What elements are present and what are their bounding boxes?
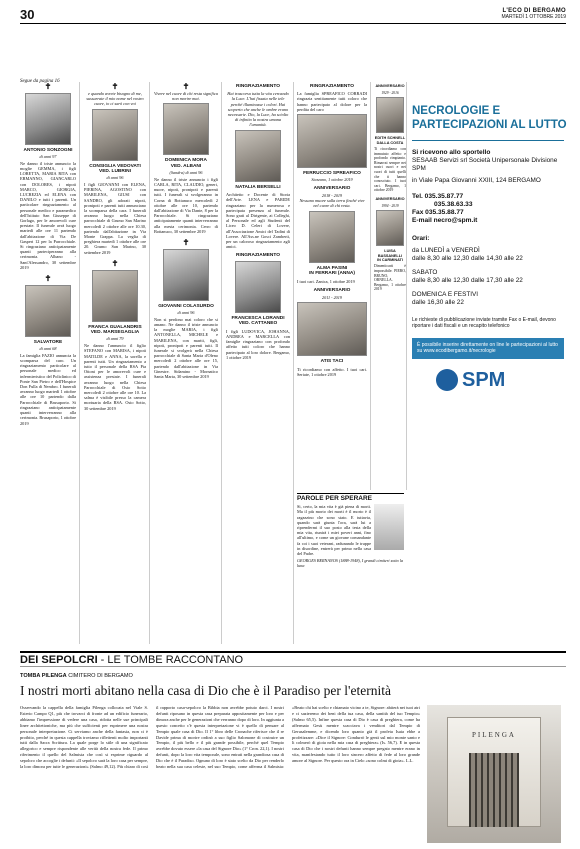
panel-note: Le richieste di pubblicazione inviate tramite Fax o E-mail, devono riportare i dati fiscali e un recapito telefonico xyxy=(412,317,556,330)
obituary xyxy=(20,274,76,426)
obituary-name: ANTONIO SONZOGNI xyxy=(23,148,73,153)
online-notice[interactable]: È possibile inserire direttamente on line le partecipazioni al lutto su www.ecodibergamo.it/necrologie xyxy=(412,338,564,359)
obituary-name: SALVATORE xyxy=(33,340,63,346)
obituary-surname: VED. CATTANEO xyxy=(238,321,278,327)
obituary-text: Ti ricordiamo con immutato affetto e profondo rimpianto. Rimarrai sempre nei nostri cuori e nei cuori di tutti quelli che ti hanno conosciuto. I tuoi cari. Bergamo, 1 ottobre 2019 xyxy=(374,147,406,193)
section-subtitle: LE TOMBE RACCONTANO xyxy=(107,654,244,666)
obituary-age: di anni 96 xyxy=(106,174,124,180)
hours-label: Orari: xyxy=(412,235,430,242)
anniversary-years: 2018 - 2019 xyxy=(321,193,343,199)
obituary-surname: VED. ALBANI xyxy=(170,164,202,169)
parole-title: PAROLE PER SPERARE xyxy=(297,495,373,502)
masthead-date: MARTEDÌ 1 OTTOBRE 2019 xyxy=(501,14,566,20)
anniversary xyxy=(374,84,406,193)
obituary-name: NATALIA BERSELLI xyxy=(235,184,281,190)
tel-label: Tel. xyxy=(412,193,423,200)
portrait-photo xyxy=(163,249,209,301)
section-bar: DEI SEPOLCRI - LE TOMBE RACCONTANO xyxy=(20,651,566,667)
obituary-age: di anni 68 xyxy=(39,345,57,351)
obituary-name: LUISA BASSANELLI xyxy=(377,249,403,258)
cross-icon: ✝ xyxy=(182,82,190,91)
spm-brand xyxy=(436,369,568,392)
obituary-text: Non si perdono mai coloro che si amano. Ne danno il triste annuncio la moglie MARIA, i figli ANTONELLA, MICHELE e MARILENA, con mariti, figli, nipoti, pronipoti e parenti tutti. Il funerale si svolgerà nella Chiesa parrocchiale di Santa Maria d'Oleno mercoledì 2 ottobre alle ore 15, partendo dall'abitazione in Via Ginestre. Sidamino - Mornatico Santa Marta, 30 settembre 2019 xyxy=(154,316,218,380)
obituary-age: di anni 79 xyxy=(106,336,124,342)
obituary-age: di anni 97 xyxy=(39,153,57,159)
panel-address: in Viale Papa Giovanni XXIII, 124 BERGAMO xyxy=(412,177,541,184)
obituary-text: I figli GIOVANNI con ELENA, PIERINA, AGOSTINO con MARILENA, GIUSI con SANDRO, gli adorati nipoti, pronipoti e parenti tutti annunciano la scomparsa della cara. I funerali avranno luogo nella Chiesa parrocchiale di Grumo San Marino mercoledì 2 ottobre alle ore 10.30, partendo dall'abitazione in Via Monte Grappa. La veglia di preghiera martedì 1 ottobre alle ore 20. Grumo San Marino, 30 settembre 2019 xyxy=(84,182,146,255)
hours-times: dalle 16,30 alle 22 xyxy=(412,299,464,306)
portrait-photo xyxy=(309,211,355,263)
obituary-surname: IN CARMINATI xyxy=(377,257,403,262)
obituary-text: Ne danno il triste annuncio la moglie GEMMA, i figli LORETTA, MARIA RITA con ERMANNO, GIANCARLO con DOLORES, i nipoti MARCO, GIORGIA, LUCREZIA ed ELENA con DANILO e tutti i parenti. Un particolare ringraziamento al personale medico e paramedico dell'Istituto San Giuseppe di Gorlago, per le amorevoli cure prestate. Il funerale avrà luogo martedì alle ore 11 partendo dall'abitazione di Via De Gasperi 12 per la Parrocchiale. Si ringraziano anticipatamente quanti parteciperanno alla cerimonia. Albano - Sant'Alessandro, 30 settembre 2019 xyxy=(20,160,76,270)
obituary-name: FRANCA GUALANDRIS xyxy=(88,324,142,330)
obituary-verse: Nessuno muore sulla terra finché vive nel cuore di chi resta. xyxy=(299,198,365,209)
chapel-gate xyxy=(469,753,519,827)
panel-contacts xyxy=(412,193,568,225)
panel-intro xyxy=(412,149,568,157)
obituary-surname: VED. LUBRINI xyxy=(99,169,131,175)
obituary-text: Ne danno l'annuncio il figlio STEFANO con MARISA, i nipoti MATILDE e ANNA, la sorella e parenti tutti. Un ringraziamento a tutto il personale della RSA Pia Ottoni per le amorevoli cure e assistenza prestate. I funerali avranno luogo nella Chiesa Parrocchiale di Osio Sotto mercoledì 2 ottobre alle ore 10. La salma è visibile presso la camera mortuaria della RSA. Osio Sotto, 30 settembre 2019 xyxy=(84,343,146,411)
obituary-name: FRANCESCA LORANDI xyxy=(231,315,285,321)
spm-logo-icon xyxy=(436,369,458,391)
section-heading: RINGRAZIAMENTO xyxy=(310,84,354,89)
obituary xyxy=(154,238,218,379)
page-number: 30 xyxy=(20,7,35,22)
obituary-name: EDITH SCHNELL xyxy=(374,136,406,141)
hours-times: dalle 8,30 alle 12,30 dalle 14,30 alle 22 xyxy=(412,255,523,262)
acknowledgement xyxy=(297,84,367,182)
article-headline: I nostri morti abitano nella casa di Dio che è il Paradiso per l'eternità xyxy=(20,683,391,698)
tomb-photo xyxy=(427,705,561,843)
portrait-photo xyxy=(376,210,404,246)
portrait-photo xyxy=(163,103,209,155)
obituary-column-6b xyxy=(374,82,407,490)
obituary-name: DOMENICA MORA xyxy=(165,158,207,164)
obituary-text: Dimenticarti è impossibile. PIERO, BRUNO, ORNELLA. Bergamo, 1 ottobre 2019 xyxy=(374,264,406,292)
panel-title: NECROLOGIE E PARTECIPAZIONI AL LUTTO xyxy=(412,105,567,131)
chapel-inscription: PILENGA xyxy=(472,731,516,739)
hours-sunday xyxy=(412,291,568,307)
section-heading: ANNIVERSARIO xyxy=(375,84,405,88)
anniversary-years: 1929 - 2016 xyxy=(381,90,399,95)
cross-icon: ✝ xyxy=(44,82,52,91)
fax-label: Fax xyxy=(412,209,424,216)
portrait-photo xyxy=(25,93,71,145)
hours-weekdays xyxy=(412,247,568,263)
anniversary-years: 1994 - 2019 xyxy=(381,203,399,208)
top-rule xyxy=(20,23,566,24)
masthead-title: L'ECO DI BERGAMO xyxy=(502,8,566,14)
obituary xyxy=(20,82,76,270)
portrait-photo xyxy=(297,114,367,168)
parole-per-sperare-box xyxy=(297,493,404,643)
panel-intro-text: Si ricevono allo sportello xyxy=(412,149,491,156)
portrait-photo xyxy=(235,130,281,182)
cross-icon: ✝ xyxy=(111,82,119,91)
article-byline xyxy=(20,673,133,679)
necrologie-info-panel xyxy=(408,82,568,641)
hours-times: dalle 8,30 alle 12,30 dalle 17,30 alle 22 xyxy=(412,277,523,284)
section-heading: ANNIVERSARIO xyxy=(375,196,405,201)
obituary-column-1 xyxy=(20,82,80,644)
hours-days: da LUNEDÌ a VENERDÌ xyxy=(412,247,480,254)
anniversary xyxy=(374,197,406,292)
obituary-surname: DALLA COSTA xyxy=(376,140,404,145)
obituary-name: FERRUCCIO SPREAFICO xyxy=(303,171,361,177)
obituary-surname: VED. MARSEGAGLIA xyxy=(90,330,140,336)
portrait-photo xyxy=(376,97,404,133)
tel-1[interactable]: 035.35.87.77 xyxy=(424,193,464,200)
obituary-text: La famiglia SPREAFICO CORRADI ringrazia sentitamente tutti coloro che hanno partecipato al dolore per la perdita del caro xyxy=(297,91,367,112)
obituary-date: Stezzano, 1 ottobre 2019 xyxy=(311,176,353,182)
obituary-name: ATIS TACI xyxy=(320,359,344,365)
obituary-age: (Sandra) di anni 96 xyxy=(169,169,203,175)
obituary-verse: Hai trascorso tutta la vita cercando la Luce. L'hai fissata nelle tele perché illuminasse i colori. Hai scoperto che anche le ombre erano necessarie. Dio, la Luce, ha sciolto di infinito la nostra umana l'umanità. xyxy=(227,91,289,128)
section-heading: ANNIVERSARIO xyxy=(313,185,351,191)
anniversary-years: 2011 - 2019 xyxy=(322,295,342,301)
section-heading: ANNIVERSARIO xyxy=(313,288,351,294)
portrait-photo xyxy=(92,270,138,322)
obituary-name: ALMA PASINI xyxy=(316,265,348,271)
portrait-photo xyxy=(92,109,138,161)
cross-icon: ✝ xyxy=(182,238,190,248)
obituary xyxy=(84,259,146,411)
obituary-text: I figli LUDOVICA, JOHANNA, ANDREA e MARCELLA con famiglie ringraziano con profondo affetto tutti coloro che hanno partecipato al loro dolore. Bergamo, 1 ottobre 2019 xyxy=(226,328,290,360)
obituary-age: di anni 96 xyxy=(177,309,195,315)
segue-note: Segue da pagina 16 xyxy=(20,79,60,84)
masthead xyxy=(501,8,566,20)
obituary-text: Ne danno il triste annuncio i figli CARLA, RITA, CLAUDIO, generi, nuore, nipoti, pronipoti e parenti tutti. I funerali si svolgeranno in Corna di Bottanuco mercoledì 2 ottobre alle ore 10, partendo dall'abitazione di Via Dante, 8 per la Parrocchiale. Si ringraziano anticipatamente quanti interverranno alla mesta cerimonia. Cerro di Bottanuco, 30 settembre 2019 xyxy=(154,176,218,234)
anniversary xyxy=(297,186,367,284)
portrait-photo xyxy=(235,261,281,313)
parole-author: GEORGES BERNANOS (1888-1948), I grandi cimiteri sotto la luna xyxy=(297,558,404,569)
obituary-verse: Vivere nel cuore di chi resta significa non morire mai. xyxy=(154,91,218,102)
section-title: DEI SEPOLCRI xyxy=(20,654,98,666)
obituary-name: CONSIGLIA VEDOVATI xyxy=(89,163,141,169)
hours-days: DOMENICA E FESTIVI xyxy=(412,291,479,298)
obituary-column-3 xyxy=(154,82,222,644)
cross-icon: ✝ xyxy=(111,258,119,268)
section-heading: RINGRAZIAMENTO xyxy=(236,84,280,89)
fax-number[interactable]: 035.35.88.77 xyxy=(425,209,464,216)
statue-image xyxy=(374,504,404,550)
obituary-name: GIOVANNI COLASURDO xyxy=(158,304,214,310)
anniversary xyxy=(297,288,367,377)
obituary-column-5 xyxy=(297,82,371,490)
tel-2[interactable]: 035.38.63.33 xyxy=(434,201,473,208)
hours-saturday xyxy=(412,269,568,285)
portrait-photo xyxy=(297,302,367,356)
obituary-text: Architetto e Docente di Storia dell'Arte. LENA e PARIDE ringraziano per la numerosa e partecipata presenza al funerale. Sono grati al Dirigente, ai Colleghi, al Personale ed agli Studenti del Liceo D. Celeri di Lovere, all'Associazione Amici del Tadini di Lovere. All'Ass.ne Gosci Zamberti, per un caloroso ringraziamento agli amici. xyxy=(226,192,290,250)
tomb-name: TOMBA PILENGA xyxy=(20,673,67,679)
parole-text: Sì, certo, la mia vita è già piena di morti. Ma il più morto dei morti è il morto è il ragazzino che sono stato. E tuttavia, quando sarà giunta l'ora, sarà lui a riprendermi il suo posto alla testa della mia vita, riunirà i miei poveri anni, fino all'ultimo, e come un giovane comandante fa coi i suoi veterani, radunando le truppe in disordine, entrerà per primo nella casa del Padre. xyxy=(297,504,371,557)
portrait-photo xyxy=(25,285,71,337)
hours-days: SABATO xyxy=(412,269,438,276)
panel-divider xyxy=(412,140,564,141)
obituary-surname: IN FERRARI (ANNA) xyxy=(309,271,355,277)
email-address[interactable]: necro@spm.it xyxy=(433,217,478,224)
obituary-column-4 xyxy=(226,82,294,644)
article-body: Osservando la cappella della famiglia Pilenga collocata nel Viale S. Esterio Campo Q1, più che trovarci di fronte ad un edificio funerario, abbiamo l'impressione di vedere una casa, ridotta nelle sue principali linee architettoniche, ma più che sufficienti per esprimere una nostra personale interpretazione. Ci serviamo anche della fantasia, non ci è proibito, perché in questa cappella troviamo riflettenti molto importanti tutti dalla Sacra Scrittura. La quale porge lo stile di una significato allegorico e sempre rispondente alle verità della nostra fede. Il primo riferimento il quello del Salmista che così si esprime riguardo al sepolcro che accoglie i defunti: «Il sepolcro sarà la loro casa per sempre, la loro dimora per tutte le generazioni» (Salmo 49,12). Più chiaro di così il rapporto casa-sepolcro la Bibbia non avrebbe potuto darci. I nostri defunti riposano in questa casa preparata appositamente per loro e per dimora anche per le generazioni che verranno dopo di loro. In aggiunta a questo concetto c'è questa interpretazione vi è quello di pensare al Tempio quale casa di Dio. Il 1° libro delle Cronache riferisce che il re Davide prima di morire ordinò a suo figlio Salomone di costruire un Tempio, il più bello e il più grande possibile, perché quel Tempio avrebbe dovuto essere «la casa del Signore Dio» (1° Cron. 22,1). I nostri defunti, dopo la loro vita temporale, sono entrati nella grandiosa casa di Dio che è il Paradiso. Ognuno di loro è stato scelto da Dio per renderlo beato nella sua casa celeste, nel suo Tempio, come afferma il Salmista: «Beato chi hai scelto e chiamato vicino a te, Signore: abiterà nei tuoi atri e ci sazieremo dei beni della tua casa, della santità del tuo Tempio» (Salmo 65,5). Infine questa casa di Dio è casa di preghiera, come ha affermato Gesù mentre scacciava i venditori dal Tempio di Gerusalemme, e dicendo loro quanto già il profeta Isaia ebbe a profetizzare: «Dice il Signore: Condurrò le genti sul mio monte santo e li colmerò di gioia nella mia casa di preghiera» (Is. 56,7). E in questa casa di Dio che i nostri defunti hanno sempre pregato mentre erano in vita, manifestando tutto il loro sincero affetto di fede al loro grande amore al Signore. Per questo ora in Cielo «sono colmi di gioia». L.L. xyxy=(20,705,420,770)
obituary-verse: e quando avrete bisogno di me, sussurrate il mio nome nel vostro cuore, io ci sarò con voi xyxy=(86,91,144,107)
obituary-column-2 xyxy=(84,82,150,644)
panel-company: SESAAB Servizi srl Società Unipersonale Divisione SPM xyxy=(412,157,558,172)
obituary xyxy=(84,82,146,255)
obituary xyxy=(154,82,218,234)
obituary-text: I tuoi cari. Zanica, 1 ottobre 2019 xyxy=(297,278,355,284)
obituary-text: Ti ricordiamo con affetto. I tuoi cari. Seriate, 1 ottobre 2019 xyxy=(297,367,367,378)
cross-icon: ✝ xyxy=(44,274,52,284)
acknowledgement xyxy=(226,84,290,249)
spm-wordmark: SPM xyxy=(462,368,506,391)
email-label: E-mail xyxy=(412,217,432,224)
obituary-text: La famiglia FAZIO annuncia la scomparsa del caro. Un ringraziamento particolare al personale medico ed infermieristico del Policlinico di Ponte San Pietro e dell'Hospice Don Fulla di Nembro. I funerali avranno luogo martedì 1 ottobre alle ore 10 partendo dalla Parrocchiale di Brusaporto. Si ringraziano anticipatamente quanti interverranno alla cerimonia. Brusaporto, 1 ottobre 2019 xyxy=(20,352,76,426)
acknowledgement xyxy=(226,253,290,360)
section-heading: RINGRAZIAMENTO xyxy=(236,253,280,259)
cemetery-name: CIMITERO DI BERGAMO xyxy=(68,673,133,679)
